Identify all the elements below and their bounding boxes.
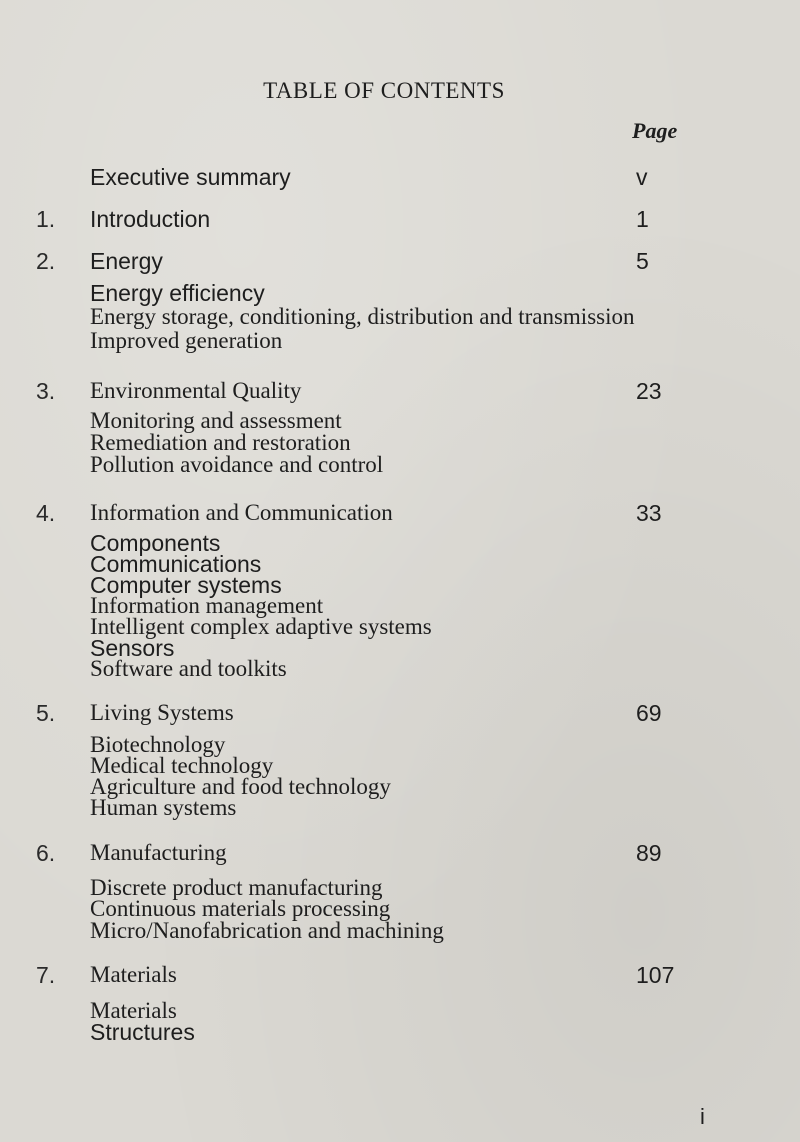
toc-subsection: Intelligent complex adaptive systems xyxy=(90,614,432,639)
toc-subsection: Agriculture and food technology xyxy=(90,774,391,799)
page-number: i xyxy=(700,1104,705,1129)
toc-entry-executive-summary[interactable] xyxy=(0,164,800,192)
toc-subsection: Software and toolkits xyxy=(90,656,287,681)
toc-entry-number: 7. xyxy=(36,962,56,988)
toc-entry-label: Materials xyxy=(90,962,177,987)
toc-entry-page: 23 xyxy=(636,378,662,404)
toc-entry-number: 3. xyxy=(36,378,56,404)
toc-entry-page: v xyxy=(636,164,648,190)
toc-entry-page: 107 xyxy=(636,962,675,988)
toc-entry-page: 69 xyxy=(636,700,662,726)
toc-entry-number: 1. xyxy=(36,206,56,232)
toc-subsection: Human systems xyxy=(90,795,237,820)
toc-subsection: Materials xyxy=(90,998,177,1023)
toc-entry-living-systems[interactable] xyxy=(0,700,800,728)
toc-subsection: Monitoring and assessment xyxy=(90,408,342,433)
toc-entry-energy[interactable] xyxy=(0,248,800,276)
toc-entry-page: 5 xyxy=(636,248,649,274)
toc-subsection: Improved generation xyxy=(90,328,283,353)
toc-subsection: Medical technology xyxy=(90,753,274,778)
toc-entry-number: 4. xyxy=(36,500,56,526)
toc-subsection: Energy storage, conditioning, distribution and transmission xyxy=(90,304,635,329)
toc-entry-materials[interactable] xyxy=(0,962,800,990)
toc-entry-page: 33 xyxy=(636,500,662,526)
toc-subsection: Pollution avoidance and control xyxy=(90,452,384,477)
toc-subsection: Communications xyxy=(90,551,262,577)
toc-entry-label: Living Systems xyxy=(90,700,234,725)
toc-subsection: Sensors xyxy=(90,635,175,661)
toc-entry-number: 6. xyxy=(36,840,56,866)
toc-entry-page: 1 xyxy=(636,206,649,232)
page-title-text: TABLE OF CONTENTS xyxy=(263,78,505,103)
toc-subsection: Remediation and restoration xyxy=(90,430,351,455)
toc-entry-label: Information and Communication xyxy=(90,500,393,525)
toc-entry-label: Manufacturing xyxy=(90,840,227,865)
toc-entry-label: Introduction xyxy=(90,206,211,232)
toc-subsection: Computer systems xyxy=(90,572,282,598)
toc-entry-page: 89 xyxy=(636,840,662,866)
toc-subsection: Information management xyxy=(90,593,324,618)
toc-subsection: Biotechnology xyxy=(90,732,226,757)
toc-entry-label: Environmental Quality xyxy=(90,378,302,403)
toc-entry-manufacturing[interactable] xyxy=(0,840,800,868)
toc-entry-number: 5. xyxy=(36,700,56,726)
toc-entry-environmental-quality[interactable] xyxy=(0,378,800,406)
toc-subsection: Components xyxy=(90,530,221,556)
page-column-label: Page xyxy=(632,118,678,143)
toc-subsection: Energy efficiency xyxy=(90,280,265,306)
toc-subsection: Structures xyxy=(90,1019,195,1045)
toc-entry-information-communication[interactable] xyxy=(0,500,800,528)
toc-subsection: Discrete product manufacturing xyxy=(90,875,383,900)
toc-entry-label: Energy xyxy=(90,248,163,274)
toc-entry-introduction[interactable] xyxy=(0,206,800,234)
toc-subsection: Continuous materials processing xyxy=(90,896,391,921)
page-title xyxy=(0,78,800,104)
toc-subsection: Micro/Nanofabrication and machining xyxy=(90,918,444,943)
toc-entry-number: 2. xyxy=(36,248,56,274)
toc-entry-label: Executive summary xyxy=(90,164,291,190)
